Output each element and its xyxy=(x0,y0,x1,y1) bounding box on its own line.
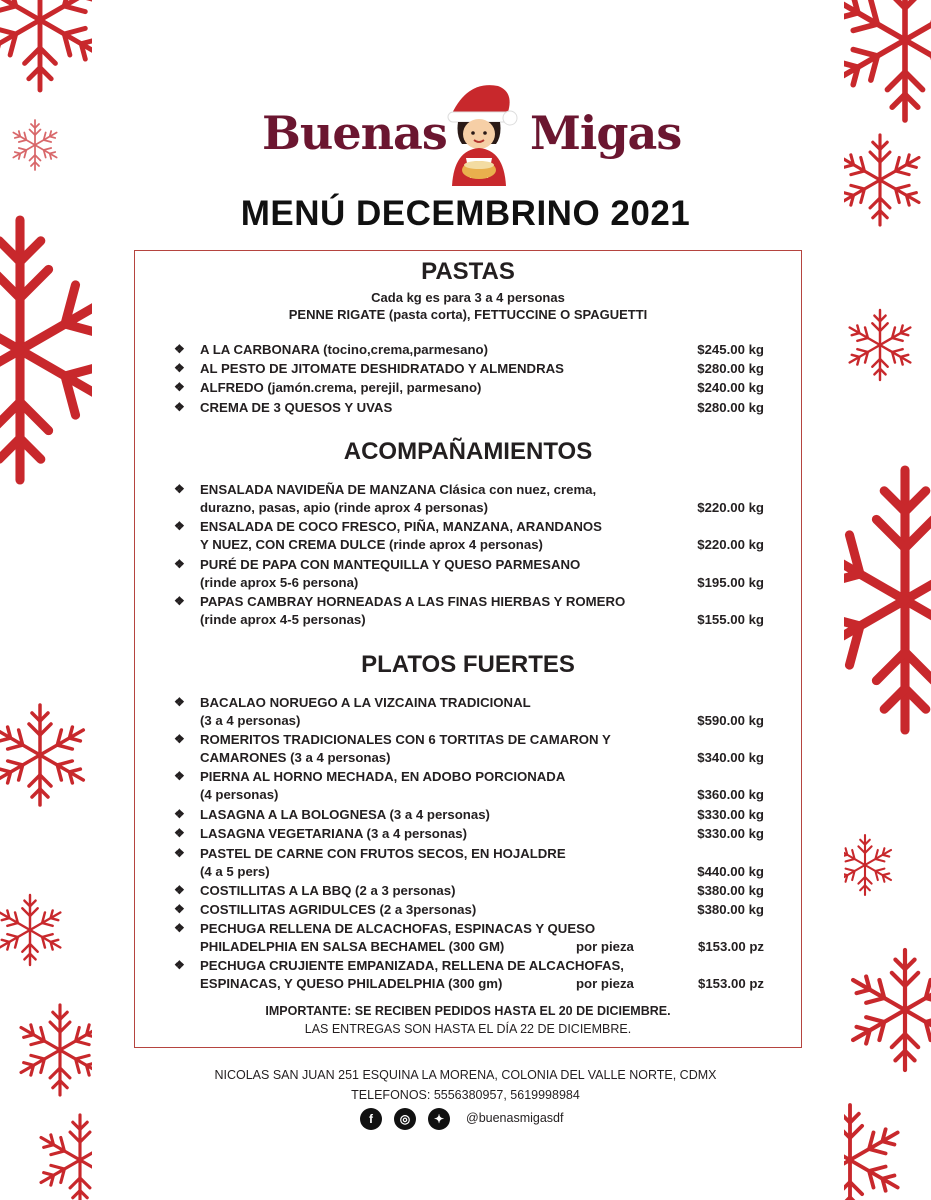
bullet-icon: ❖ xyxy=(174,958,185,972)
bullet-icon: ❖ xyxy=(174,769,185,783)
bullet-icon: ❖ xyxy=(174,380,185,394)
bullet-icon: ❖ xyxy=(174,695,185,709)
pastas-types: PENNE RIGATE (pasta corta), FETTUCCINE O SPAGUETTI xyxy=(288,307,648,322)
bullet-icon: ❖ xyxy=(174,482,185,496)
section-title-pastas: PASTAS xyxy=(421,258,515,285)
item-price: $440.00 kg xyxy=(697,864,764,879)
bullet-icon: ❖ xyxy=(174,557,185,571)
item-price: $195.00 kg xyxy=(697,575,764,590)
item-price: $280.00 kg xyxy=(697,400,764,415)
bullet-icon: ❖ xyxy=(174,902,185,916)
brand-name-left: Buenas xyxy=(262,106,447,160)
order-deadline-notice: IMPORTANTE: SE RECIBEN PEDIDOS HASTA EL 20 DE DICIEMBRE. xyxy=(265,1004,671,1018)
bullet-icon: ❖ xyxy=(174,807,185,821)
section-title-platos-fuertes: PLATOS FUERTES xyxy=(361,651,575,678)
facebook-icon[interactable]: f xyxy=(360,1108,382,1130)
bullet-icon: ❖ xyxy=(174,883,185,897)
section-title-acompanamientos: ACOMPAÑAMIENTOS xyxy=(343,438,593,465)
footer-address: NICOLAS SAN JUAN 251 ESQUINA LA MORENA, COLONIA DEL VALLE NORTE, CDMX xyxy=(214,1068,717,1082)
brand-logo xyxy=(0,78,931,190)
bullet-icon: ❖ xyxy=(174,361,185,375)
chef-mascot-icon xyxy=(436,78,522,186)
twitter-icon[interactable]: ✦ xyxy=(428,1108,450,1130)
item-price: $360.00 kg xyxy=(697,787,764,802)
item-price: $330.00 kg xyxy=(697,826,764,841)
item-price: $240.00 kg xyxy=(697,380,764,395)
brand-name-right: Migas xyxy=(530,106,682,160)
item-price: $155.00 kg xyxy=(697,612,764,627)
item-price: $220.00 kg xyxy=(697,500,764,515)
social-links xyxy=(358,1108,618,1134)
footer-phones: TELEFONOS: 5556380957, 5619998984 xyxy=(351,1088,580,1102)
page-title: MENÚ DECEMBRINO 2021 xyxy=(240,194,691,233)
item-price: $380.00 kg xyxy=(697,883,764,898)
item-price: $153.00 pz xyxy=(698,939,764,954)
bullet-icon: ❖ xyxy=(174,732,185,746)
bullet-icon: ❖ xyxy=(174,400,185,414)
bullet-icon: ❖ xyxy=(174,826,185,840)
bullet-icon: ❖ xyxy=(174,846,185,860)
bullet-icon: ❖ xyxy=(174,594,185,608)
item-price: $153.00 pz xyxy=(698,976,764,991)
item-price: $280.00 kg xyxy=(697,361,764,376)
item-price: $245.00 kg xyxy=(697,342,764,357)
delivery-deadline-notice: LAS ENTREGAS SON HASTA EL DÍA 22 DE DICIEMBRE. xyxy=(304,1022,632,1036)
item-unit: por pieza xyxy=(576,939,634,954)
item-price: $340.00 kg xyxy=(697,750,764,765)
social-handle: @buenasmigasdf xyxy=(466,1111,564,1125)
bullet-icon: ❖ xyxy=(174,342,185,356)
instagram-icon[interactable]: ◎ xyxy=(394,1108,416,1130)
item-price: $330.00 kg xyxy=(697,807,764,822)
item-unit: por pieza xyxy=(576,976,634,991)
bullet-icon: ❖ xyxy=(174,921,185,935)
item-price: $380.00 kg xyxy=(697,902,764,917)
item-price: $590.00 kg xyxy=(697,713,764,728)
bullet-icon: ❖ xyxy=(174,519,185,533)
item-price: $220.00 kg xyxy=(697,537,764,552)
pastas-note: Cada kg es para 3 a 4 personas xyxy=(371,290,565,305)
